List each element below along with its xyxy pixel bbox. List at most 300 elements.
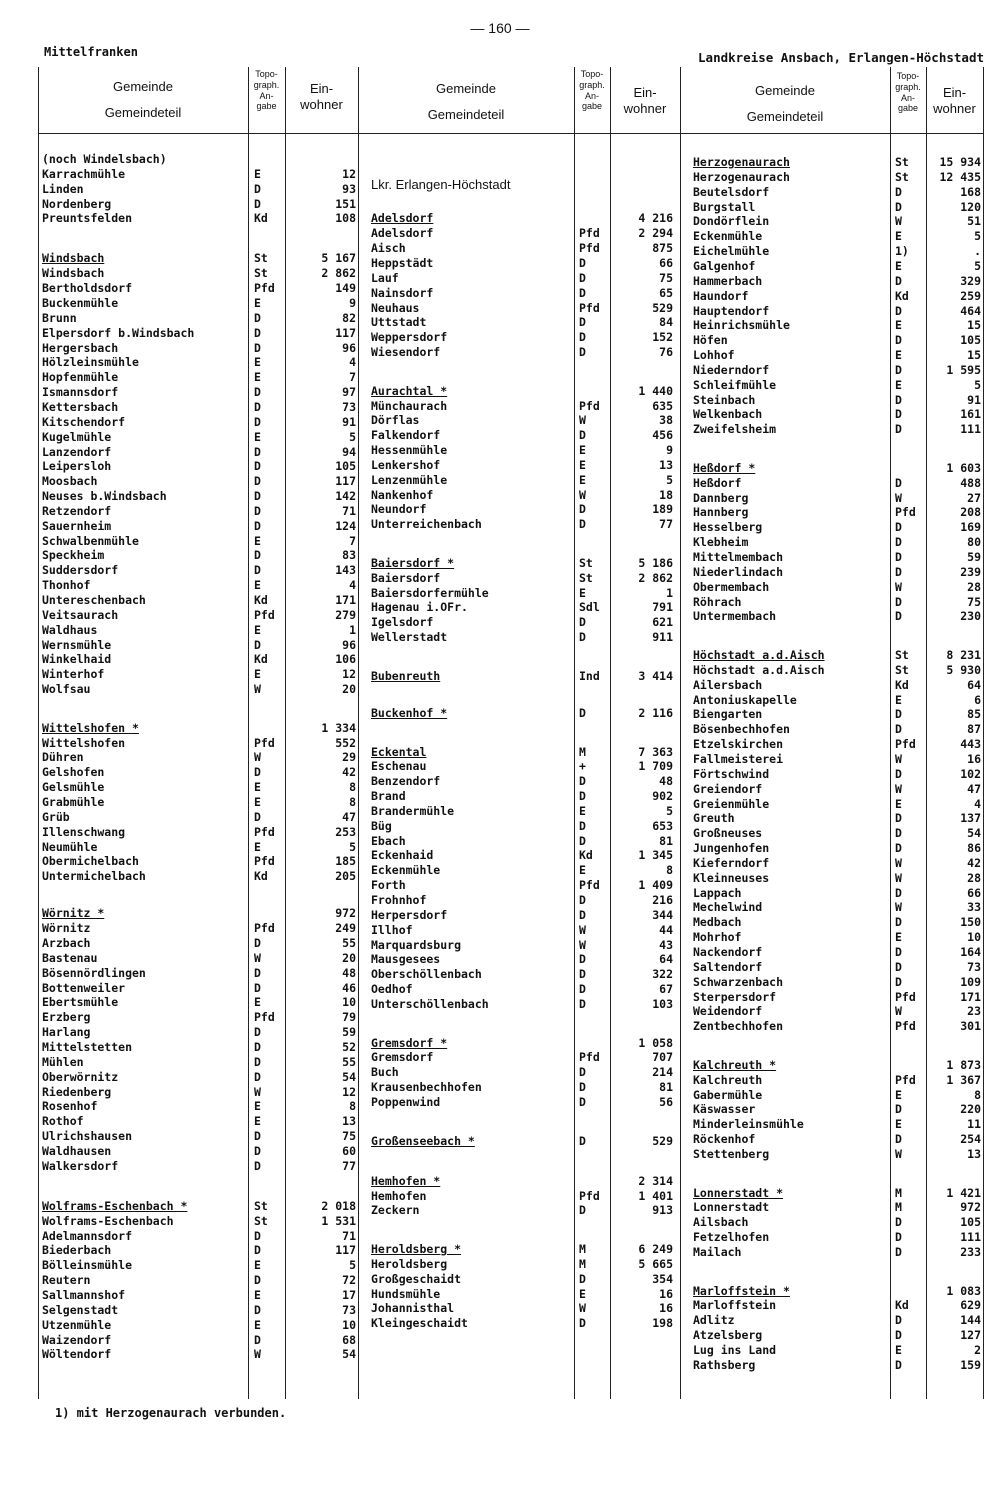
population-value: 105 [335,459,356,474]
place-name: Wittelshofen [42,735,126,750]
population-value: 253 [335,824,356,839]
population-value: 1 595 [946,362,981,377]
population-value: 5 [666,803,673,818]
place-name: Eckenmühle [371,863,441,878]
place-name: Zentbechhofen [693,1019,784,1034]
place-name: Mittelmembach [693,550,784,564]
population-value: 64 [967,677,981,692]
population-value: 142 [335,489,356,504]
municipality-row [42,721,358,736]
place-name: Höchstadt a.d.Aisch [693,648,825,663]
list-item [693,565,983,580]
place-name: Großgeschaidt [371,1271,462,1286]
list-item [371,301,675,316]
topo-code: D [579,1316,586,1331]
topo-code: St [579,570,593,585]
list-item [371,878,675,893]
place-name: Bösenbechhofen [693,722,790,737]
list-item [371,967,675,982]
population-value: 10 [967,930,981,945]
topo-code: D [579,630,586,645]
place-name: Ulrichshausen [42,1129,133,1144]
population-value: 59 [967,550,981,564]
topo-code: D [579,330,586,345]
list-item [42,1159,358,1174]
topo-code: Kd [895,677,909,692]
topo-code: D [895,766,902,781]
place-name: Benzendorf [371,774,441,789]
place-name: Leipersloh [42,459,112,474]
population-value: 60 [342,1143,356,1158]
list-item [371,488,675,503]
topo-code: D [895,1313,902,1328]
population-value: 83 [342,548,356,563]
list-item [42,1085,358,1100]
place-name: Schleifmühle [693,377,777,392]
list-item [693,1019,983,1034]
place-name: Gelsmühle [42,780,105,795]
place-name: Kettersbach [42,399,119,414]
topo-code: E [254,622,261,637]
place-name: Wernsmühle [42,637,112,652]
list-item [693,476,983,491]
list-item [42,1229,358,1244]
population-value: 629 [960,1298,981,1313]
list-item [371,315,675,330]
place-name: Zweifelsheim [693,422,777,437]
place-name: Sterpersdorf [693,989,777,1004]
population-value: 169 [960,520,981,535]
topo-code: D [254,310,261,325]
topo-code: D [895,1244,902,1259]
topo-code: D [579,285,586,300]
topo-code: D [895,826,902,841]
place-name: Herzogenaurach [693,169,790,184]
population-value: 322 [652,967,673,982]
list-item [693,782,983,797]
population-value: 456 [652,428,673,443]
list-item [42,1214,358,1229]
topo-code: W [579,487,586,502]
place-name: Heßdorf * [693,460,756,475]
population-value: 164 [960,945,981,960]
topo-code: D [579,952,586,967]
topo-code: E [895,1117,902,1132]
table-left-border [38,67,39,1399]
place-name: Röckenhof [693,1132,756,1147]
topo-code: D [254,325,261,340]
topo-code: D [895,885,902,900]
list-item [42,326,358,341]
topo-code: E [254,296,261,311]
list-item [42,1099,358,1114]
population-value: 5 [349,839,356,854]
list-item [693,1088,983,1103]
topo-code: D [895,915,902,930]
topo-code: M [895,1200,902,1215]
place-name: Marloffstein * [693,1283,790,1298]
topo-code: E [254,667,261,682]
municipality-row [371,1174,675,1189]
topo-code: E [254,429,261,444]
population-value: 42 [342,765,356,780]
population-value: 9 [349,296,356,311]
place-name: Wellerstadt [371,630,448,645]
population-value: 1 401 [638,1188,673,1203]
place-name: Untereschenbach [42,593,146,608]
place-name: Weidendorf [693,1004,763,1019]
population-value: 52 [342,1040,356,1055]
list-item [42,1010,358,1025]
list-item [371,517,675,532]
place-name: Röhrach [693,594,742,609]
topo-code: St [895,662,909,677]
place-name: Heroldsberg [371,1256,448,1271]
list-item [42,1129,358,1144]
place-name: Heppstädt [371,255,434,270]
list-item [42,780,358,795]
place-name: Mühlen [42,1054,84,1069]
population-value: 1 345 [638,848,673,863]
place-name: Greiendorf [693,781,763,796]
place-name: Etzelskirchen [693,737,784,752]
topo-code: D [254,1025,261,1040]
list-item [371,443,675,458]
list-item [693,505,983,520]
place-name: Erzberg [42,1010,91,1025]
topo-code: Kd [254,211,268,226]
header-gemeindeteil: Gemeindeteil [746,109,824,124]
place-name: Bölleinsmühle [42,1258,133,1273]
population-value: 301 [960,1019,981,1034]
place-name: Adlitz [693,1313,735,1328]
topo-code: D [895,475,902,490]
list-item [42,167,358,182]
list-item [371,1189,675,1204]
topo-code: D [895,974,902,989]
topo-code: D [254,196,261,211]
population-value: 59 [342,1025,356,1040]
list-item [371,286,675,301]
topo-code: Pfd [254,735,275,750]
population-value: 189 [652,502,673,517]
topo-code: D [579,270,586,285]
topo-code: D [895,407,902,422]
population-value: 1 440 [638,383,673,398]
list-item [693,378,983,393]
population-value: 15 [967,318,981,333]
place-name: Hessenmühle [371,443,448,458]
region-header: Mittelfranken [44,45,138,59]
place-name: Büg [371,818,392,833]
place-name: Thonhof [42,578,91,593]
place-name: Lanzendorf [42,444,112,459]
population-value: 124 [335,518,356,533]
place-name: Waldhausen [42,1143,112,1158]
topo-code: Pfd [254,854,275,869]
topo-code: Kd [254,869,268,884]
list-item [371,413,675,428]
list-item [693,826,983,841]
topo-code: E [895,796,902,811]
place-name: Gabermühle [693,1087,763,1102]
list-item [371,399,675,414]
topo-code: D [254,1302,261,1317]
municipality-row [371,211,675,226]
population-value: 5 [974,377,981,392]
population-value: 8 [349,780,356,795]
list-item [693,871,983,886]
place-name: Baiersdorf [371,570,441,585]
topo-code: M [579,744,586,759]
list-item [693,363,983,378]
population-value: 127 [960,1328,981,1343]
population-value: 77 [659,517,673,532]
population-value: 12 [342,166,356,181]
place-name: Lonnerstadt * [693,1185,784,1200]
population-value: 51 [967,214,981,229]
list-item [693,1298,983,1313]
population-value: 7 363 [638,744,673,759]
population-value: 791 [652,600,673,615]
place-name: Lenkershof [371,457,441,472]
list-item [42,474,358,489]
place-name: Eckenmühle [693,229,763,244]
place-name: Eichelmühle [693,244,770,259]
population-value: 621 [652,615,673,630]
population-value: 8 [349,1099,356,1114]
list-item [693,707,983,722]
population-value: 2 314 [638,1173,673,1188]
topo-code: D [254,414,261,429]
population-value: 106 [335,652,356,667]
list-item [693,535,983,550]
list-item [371,1065,675,1080]
topo-code: D [254,936,261,951]
list-item [42,1288,358,1303]
place-name: Oedhof [371,982,413,997]
topo-code: D [254,637,261,652]
population-value: 5 [974,229,981,244]
topo-code: D [254,518,261,533]
population-value: 54 [342,1069,356,1084]
place-name: Steinbach [693,392,756,407]
population-value: 1 603 [946,460,981,475]
place-name: Nankenhof [371,487,434,502]
list-item [371,863,675,878]
population-value: 47 [342,809,356,824]
list-item [693,214,983,229]
list-item [42,1347,358,1362]
header-gemeindeteil: Gemeindeteil [427,107,505,122]
topo-code: D [254,489,261,504]
place-name: Bottenweiler [42,980,126,995]
population-value: 12 [342,667,356,682]
header-topo: Topo- graph. An- gabe [579,69,605,112]
population-value: 1 409 [638,878,673,893]
place-name: Bertholdsdorf [42,281,133,296]
topo-code: D [579,967,586,982]
place-name: (noch Windelsbach) [42,152,167,166]
list-item [693,348,983,363]
list-item [693,975,983,990]
place-name: Brunn [42,310,77,325]
topo-code: D [895,392,902,407]
topo-code: D [895,609,902,624]
list-item [42,608,358,623]
population-value: 73 [967,959,981,974]
place-name: Riedenberg [42,1084,112,1099]
topo-code: D [579,818,586,833]
list-item [693,274,983,289]
place-name: Wolframs-Eschenbach * [42,1198,188,1213]
place-name: Ebertsmühle [42,995,119,1010]
population-value: 97 [342,385,356,400]
topo-code: E [579,1286,586,1301]
topo-code: E [254,780,261,795]
place-name: Lohhof [693,348,735,363]
topo-code: E [579,457,586,472]
place-name: Dörflas [371,413,420,428]
municipality-row [371,1134,675,1149]
list-item [371,226,675,241]
place-name: Biengarten [693,707,763,722]
population-value: 84 [659,315,673,330]
districts-header: Landkreise Ansbach, Erlangen-Höchstadt [698,50,984,65]
population-value: 85 [967,707,981,722]
list-item [371,789,675,804]
topo-code: D [895,422,902,437]
place-name: Haundorf [693,288,749,303]
list-item [693,1102,983,1117]
place-name: Bösennördlingen [42,965,146,980]
list-item [693,722,983,737]
topo-code: D [895,362,902,377]
topo-code: Pfd [254,921,275,936]
population-value: 47 [967,781,981,796]
population-value: 13 [967,1146,981,1161]
municipality-row [693,1058,983,1073]
list-item [371,502,675,517]
list-item [693,1132,983,1147]
municipality-row [693,1186,983,1201]
list-item [42,840,358,855]
population-value: 54 [967,826,981,841]
place-name: Förtschwind [693,766,770,781]
population-value: 5 186 [638,555,673,570]
place-name: Waizendorf [42,1332,112,1347]
topo-code: St [895,648,909,663]
list-item [693,1200,983,1215]
population-value: 230 [960,609,981,624]
topo-code: D [254,1129,261,1144]
list-item [693,856,983,871]
topo-code: E [254,1258,261,1273]
population-value: 5 930 [946,662,981,677]
population-value: 87 [967,722,981,737]
place-name: Gelshofen [42,765,105,780]
topo-code: D [895,184,902,199]
population-value: 75 [659,270,673,285]
topo-code: E [895,318,902,333]
list-item [371,271,675,286]
place-name: Obermembach [693,579,770,594]
list-item [371,834,675,849]
population-value: 168 [960,184,981,199]
population-value: 86 [967,841,981,856]
place-name: Rathsberg [693,1357,756,1372]
list-item [42,415,358,430]
place-name: Utzenmühle [42,1317,112,1332]
place-name: Mohrhof [693,930,742,945]
place-name: Waldhaus [42,622,98,637]
topo-code: W [254,1347,261,1362]
topo-code: D [579,315,586,330]
municipality-row [693,461,983,476]
place-name: Winkelhaid [42,652,112,667]
topo-code: Pfd [895,989,916,1004]
place-name: Veitsaurach [42,607,119,622]
column-divider [680,67,681,1399]
population-value: 66 [967,885,981,900]
topo-code: St [895,169,909,184]
place-name: Gremsdorf * [371,1035,448,1050]
list-item [42,951,358,966]
topo-code: E [254,533,261,548]
topo-code: D [254,459,261,474]
list-item [42,341,358,356]
list-item [693,422,983,437]
topo-code: D [254,1054,261,1069]
list-item [42,981,358,996]
topo-code: St [254,266,268,281]
topo-code: D [895,841,902,856]
place-name: Falkendorf [371,428,441,443]
place-name: Höfen [693,333,728,348]
place-name: Greuth [693,811,735,826]
population-value: 94 [342,444,356,459]
place-name: Moosbach [42,474,98,489]
place-name: Hannberg [693,505,749,520]
list-item [42,385,358,400]
topo-code: E [579,803,586,818]
list-item [371,630,675,645]
list-item [42,534,358,549]
list-item [371,1301,675,1316]
population-value: 149 [335,281,356,296]
place-name: Niederlindach [693,564,784,579]
topo-code: W [579,1301,586,1316]
population-value: 1 709 [638,759,673,774]
list-item [693,229,983,244]
population-value: 5 [974,258,981,273]
list-item [42,548,358,563]
population-value: 161 [960,407,981,422]
place-name: Windsbach [42,251,105,266]
place-name: Neuses b.Windsbach [42,489,167,504]
place-name: Medbach [693,915,742,930]
topo-code: D [254,980,261,995]
population-value: 1 873 [946,1057,981,1072]
list-item [42,152,358,167]
topo-code: E [895,1087,902,1102]
place-name: Marquardsburg [371,937,462,952]
topo-code: E [579,443,586,458]
place-name: Dannberg [693,490,749,505]
place-name: Herpersdorf [371,907,448,922]
list-item [693,1358,983,1373]
list-item [693,1230,983,1245]
